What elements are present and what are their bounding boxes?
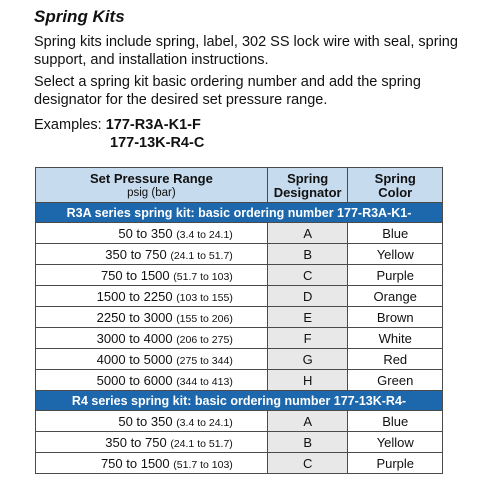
section-heading: R3A series spring kit: basic ordering number 177-R3A-K1- [36, 203, 443, 223]
spring-kit-table [35, 167, 443, 474]
example-row-1 [34, 116, 204, 134]
psig-range: 5000 to 6000 [96, 372, 173, 388]
pressure-range-cell [36, 349, 268, 370]
bar-range: (24.1 to 51.7) [170, 249, 233, 262]
bar-range: (275 to 344) [176, 354, 233, 367]
table-row [36, 244, 443, 265]
psig-range: 50 to 350 [118, 413, 173, 429]
section-title: Spring Kits [34, 7, 125, 26]
header-spring-designator [267, 168, 348, 203]
pressure-range-cell [36, 453, 268, 474]
header-designator-line-1: Spring [287, 171, 329, 186]
pressure-range-cell [36, 265, 268, 286]
designator-cell: B [267, 244, 348, 265]
bar-range: (3.4 to 24.1) [176, 416, 233, 429]
examples-label: Examples: [34, 117, 102, 133]
color-cell: Orange [348, 286, 443, 307]
bar-range: (103 to 155) [176, 291, 233, 304]
color-cell: Brown [348, 307, 443, 328]
color-cell: Green [348, 370, 443, 391]
designator-cell: C [267, 265, 348, 286]
color-cell: Red [348, 349, 443, 370]
pressure-range-cell [36, 370, 268, 391]
section-heading-row [36, 203, 443, 223]
pressure-range-cell [36, 411, 268, 432]
table-row [36, 265, 443, 286]
instructions-paragraph: Select a spring kit basic ordering number and add the spring designator for the desired set pressure range. [34, 74, 421, 108]
psig-range: 50 to 350 [118, 225, 173, 241]
pressure-range-cell [36, 432, 268, 453]
psig-range: 750 to 1500 [100, 455, 170, 471]
table-row [36, 349, 443, 370]
psig-range: 1500 to 2250 [96, 288, 173, 304]
bar-range: (51.7 to 103) [173, 270, 233, 283]
table-row [36, 453, 443, 474]
bar-range: (24.1 to 51.7) [170, 437, 233, 450]
example-code-1: 177-R3A-K1-F [105, 117, 201, 133]
table-row [36, 370, 443, 391]
bar-range: (344 to 413) [176, 375, 233, 388]
example-code-2: 177-13K-R4-C [110, 135, 205, 151]
designator-cell: A [267, 223, 348, 244]
table-body [36, 203, 443, 474]
psig-range: 2250 to 3000 [96, 309, 173, 325]
header-range-label: Set Pressure Range [89, 171, 213, 186]
designator-cell: B [267, 432, 348, 453]
psig-range: 3000 to 4000 [96, 330, 173, 346]
psig-range: 750 to 1500 [100, 267, 170, 283]
table-header-row [36, 168, 443, 203]
color-cell: Yellow [348, 244, 443, 265]
psig-range: 350 to 750 [105, 434, 167, 450]
table-row [36, 432, 443, 453]
color-cell: Yellow [348, 432, 443, 453]
color-cell: White [348, 328, 443, 349]
pressure-range-cell [36, 286, 268, 307]
table-row [36, 286, 443, 307]
color-cell: Purple [348, 453, 443, 474]
table-row [36, 307, 443, 328]
header-designator-line-2: Designator [273, 185, 342, 200]
table-row [36, 411, 443, 432]
section-heading: R4 series spring kit: basic ordering number 177-13K-R4- [36, 391, 443, 411]
psig-range: 4000 to 5000 [96, 351, 173, 367]
bar-range: (51.7 to 103) [173, 458, 233, 471]
table-row [36, 328, 443, 349]
color-cell: Blue [348, 223, 443, 244]
bar-range: (206 to 275) [176, 333, 233, 346]
color-cell: Blue [348, 411, 443, 432]
header-color-line-1: Spring [374, 171, 416, 186]
designator-cell: A [267, 411, 348, 432]
bar-range: (3.4 to 24.1) [176, 228, 233, 241]
table-row [36, 223, 443, 244]
designator-cell: G [267, 349, 348, 370]
pressure-range-cell [36, 244, 268, 265]
header-color-line-2: Color [378, 185, 413, 200]
designator-cell: H [267, 370, 348, 391]
header-set-pressure-range [36, 168, 268, 203]
header-range-unit: psig (bar) [127, 187, 176, 199]
pressure-range-cell [36, 307, 268, 328]
examples-block [34, 116, 204, 152]
section-heading-row [36, 391, 443, 411]
example-row-2 [34, 134, 204, 152]
designator-cell: E [267, 307, 348, 328]
header-spring-color [348, 168, 443, 203]
pressure-range-cell [36, 328, 268, 349]
designator-cell: F [267, 328, 348, 349]
bar-range: (155 to 206) [176, 312, 233, 325]
intro-paragraph: Spring kits include spring, label, 302 SS lock wire with seal, spring support, and installation instructions. [34, 34, 458, 68]
psig-range: 350 to 750 [105, 246, 167, 262]
color-cell: Purple [348, 265, 443, 286]
designator-cell: D [267, 286, 348, 307]
pressure-range-cell [36, 223, 268, 244]
designator-cell: C [267, 453, 348, 474]
